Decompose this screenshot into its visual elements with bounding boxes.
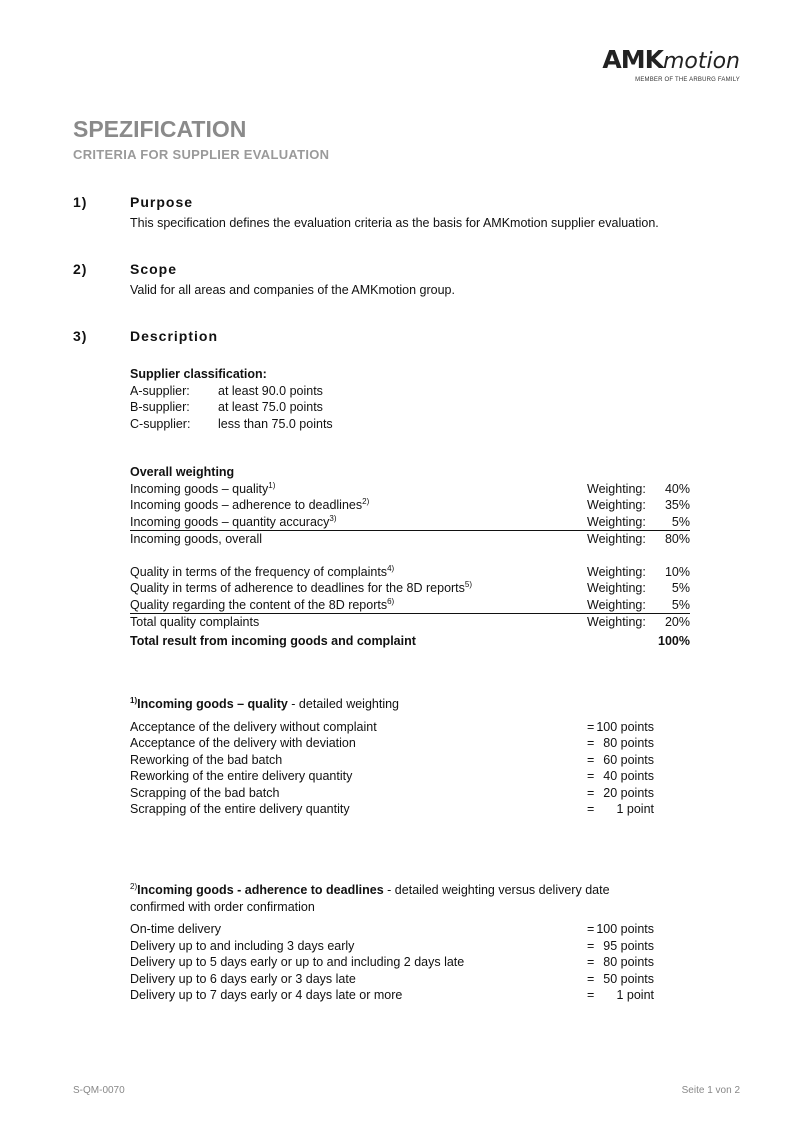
points-row: Delivery up to 6 days early or 3 days late = 50 points — [130, 971, 654, 986]
section-title-purpose: Purpose — [130, 194, 194, 210]
classification-row: A-supplier: at least 90.0 points — [130, 383, 323, 398]
points-row: Delivery up to 7 days early or 4 days late or more = 1 point — [130, 988, 654, 1002]
document-subtitle: CRITERIA FOR SUPPLIER EVALUATION — [73, 147, 330, 162]
points-row: Scrapping of the entire delivery quantity = 1 point — [130, 802, 654, 816]
logo-wordmark: AMKmotion — [602, 45, 740, 74]
points-row: Acceptance of the delivery without complaint = 100 points — [130, 719, 654, 734]
weighting-grand-total: Total result from incoming goods and complaint 100% — [130, 633, 690, 648]
footer-page-number: Seite 1 von 2 — [681, 1085, 740, 1096]
section-title-description: Description — [130, 328, 219, 344]
weighting-row: Incoming goods – adherence to deadlines$^{2)}$ Weighting: 35% — [130, 496, 690, 512]
section-title-scope: Scope — [130, 261, 178, 277]
points-row: Delivery up to and including 3 days early = 95 points — [130, 938, 654, 953]
deadline-detail-heading: $^{2)}$Incoming goods - adherence to deadlines - detailed weighting versus delivery date — [130, 881, 610, 897]
section-number: 1) — [73, 194, 88, 210]
section-text-scope: Valid for all areas and companies of the AMKmotion group. — [130, 283, 455, 297]
points-row: Scrapping of the bad batch = 20 points — [130, 785, 654, 800]
deadline-detailed-weighting — [130, 882, 690, 1004]
quality-detail-heading: $^{1)}$Incoming goods – quality - detailed weighting — [130, 695, 400, 711]
logo-tagline: MEMBER OF THE ARBURG FAMILY — [635, 77, 740, 83]
weighting-heading: Overall weighting — [130, 465, 235, 479]
document-title: SPEZIFICATION — [73, 116, 247, 142]
weighting-row: Quality regarding the content of the 8D reports$^{6)}$ Weighting: 5% — [130, 597, 690, 615]
section-text-purpose: This specification defines the evaluation criteria as the basis for AMKmotion supplier evaluation. — [130, 216, 659, 230]
weighting-subtotal: Incoming goods, overall Weighting: 80% — [130, 532, 690, 546]
points-row: Acceptance of the delivery with deviation = 80 points — [130, 736, 654, 750]
weighting-row: Incoming goods – quality$^{1)}$ Weighting: 40% — [130, 480, 690, 496]
points-row: Reworking of the bad batch = 60 points — [130, 752, 654, 767]
supplier-classification — [130, 366, 690, 432]
company-logo — [540, 46, 740, 83]
weighting-subtotal: Total quality complaints Weighting: 20% — [130, 615, 690, 629]
classification-row: C-supplier: less than 75.0 points — [130, 416, 333, 431]
weighting-row: Quality in terms of adherence to deadlines for the 8D reports$^{5)}$ Weighting: 5% — [130, 579, 690, 595]
classification-row: B-supplier: at least 75.0 points — [130, 400, 323, 414]
overall-weighting — [130, 464, 690, 649]
points-row: On-time delivery = 100 points — [130, 922, 654, 936]
section-number: 2) — [73, 261, 88, 277]
weighting-row: Quality in terms of the frequency of complaints$^{4)}$ Weighting: 10% — [130, 563, 690, 579]
weighting-row: Incoming goods – quantity accuracy$^{3)}$ Weighting: 5% — [130, 514, 690, 532]
section-number: 3) — [73, 328, 88, 344]
quality-detailed-weighting — [130, 696, 690, 818]
points-row: Delivery up to 5 days early or up to and including 2 days late = 80 points — [130, 955, 654, 969]
deadline-detail-heading-line2: confirmed with order confirmation — [130, 899, 315, 914]
footer-document-id: S-QM-0070 — [73, 1085, 125, 1096]
points-row: Reworking of the entire delivery quantity = 40 points — [130, 769, 654, 783]
classification-heading: Supplier classification: — [130, 367, 267, 381]
